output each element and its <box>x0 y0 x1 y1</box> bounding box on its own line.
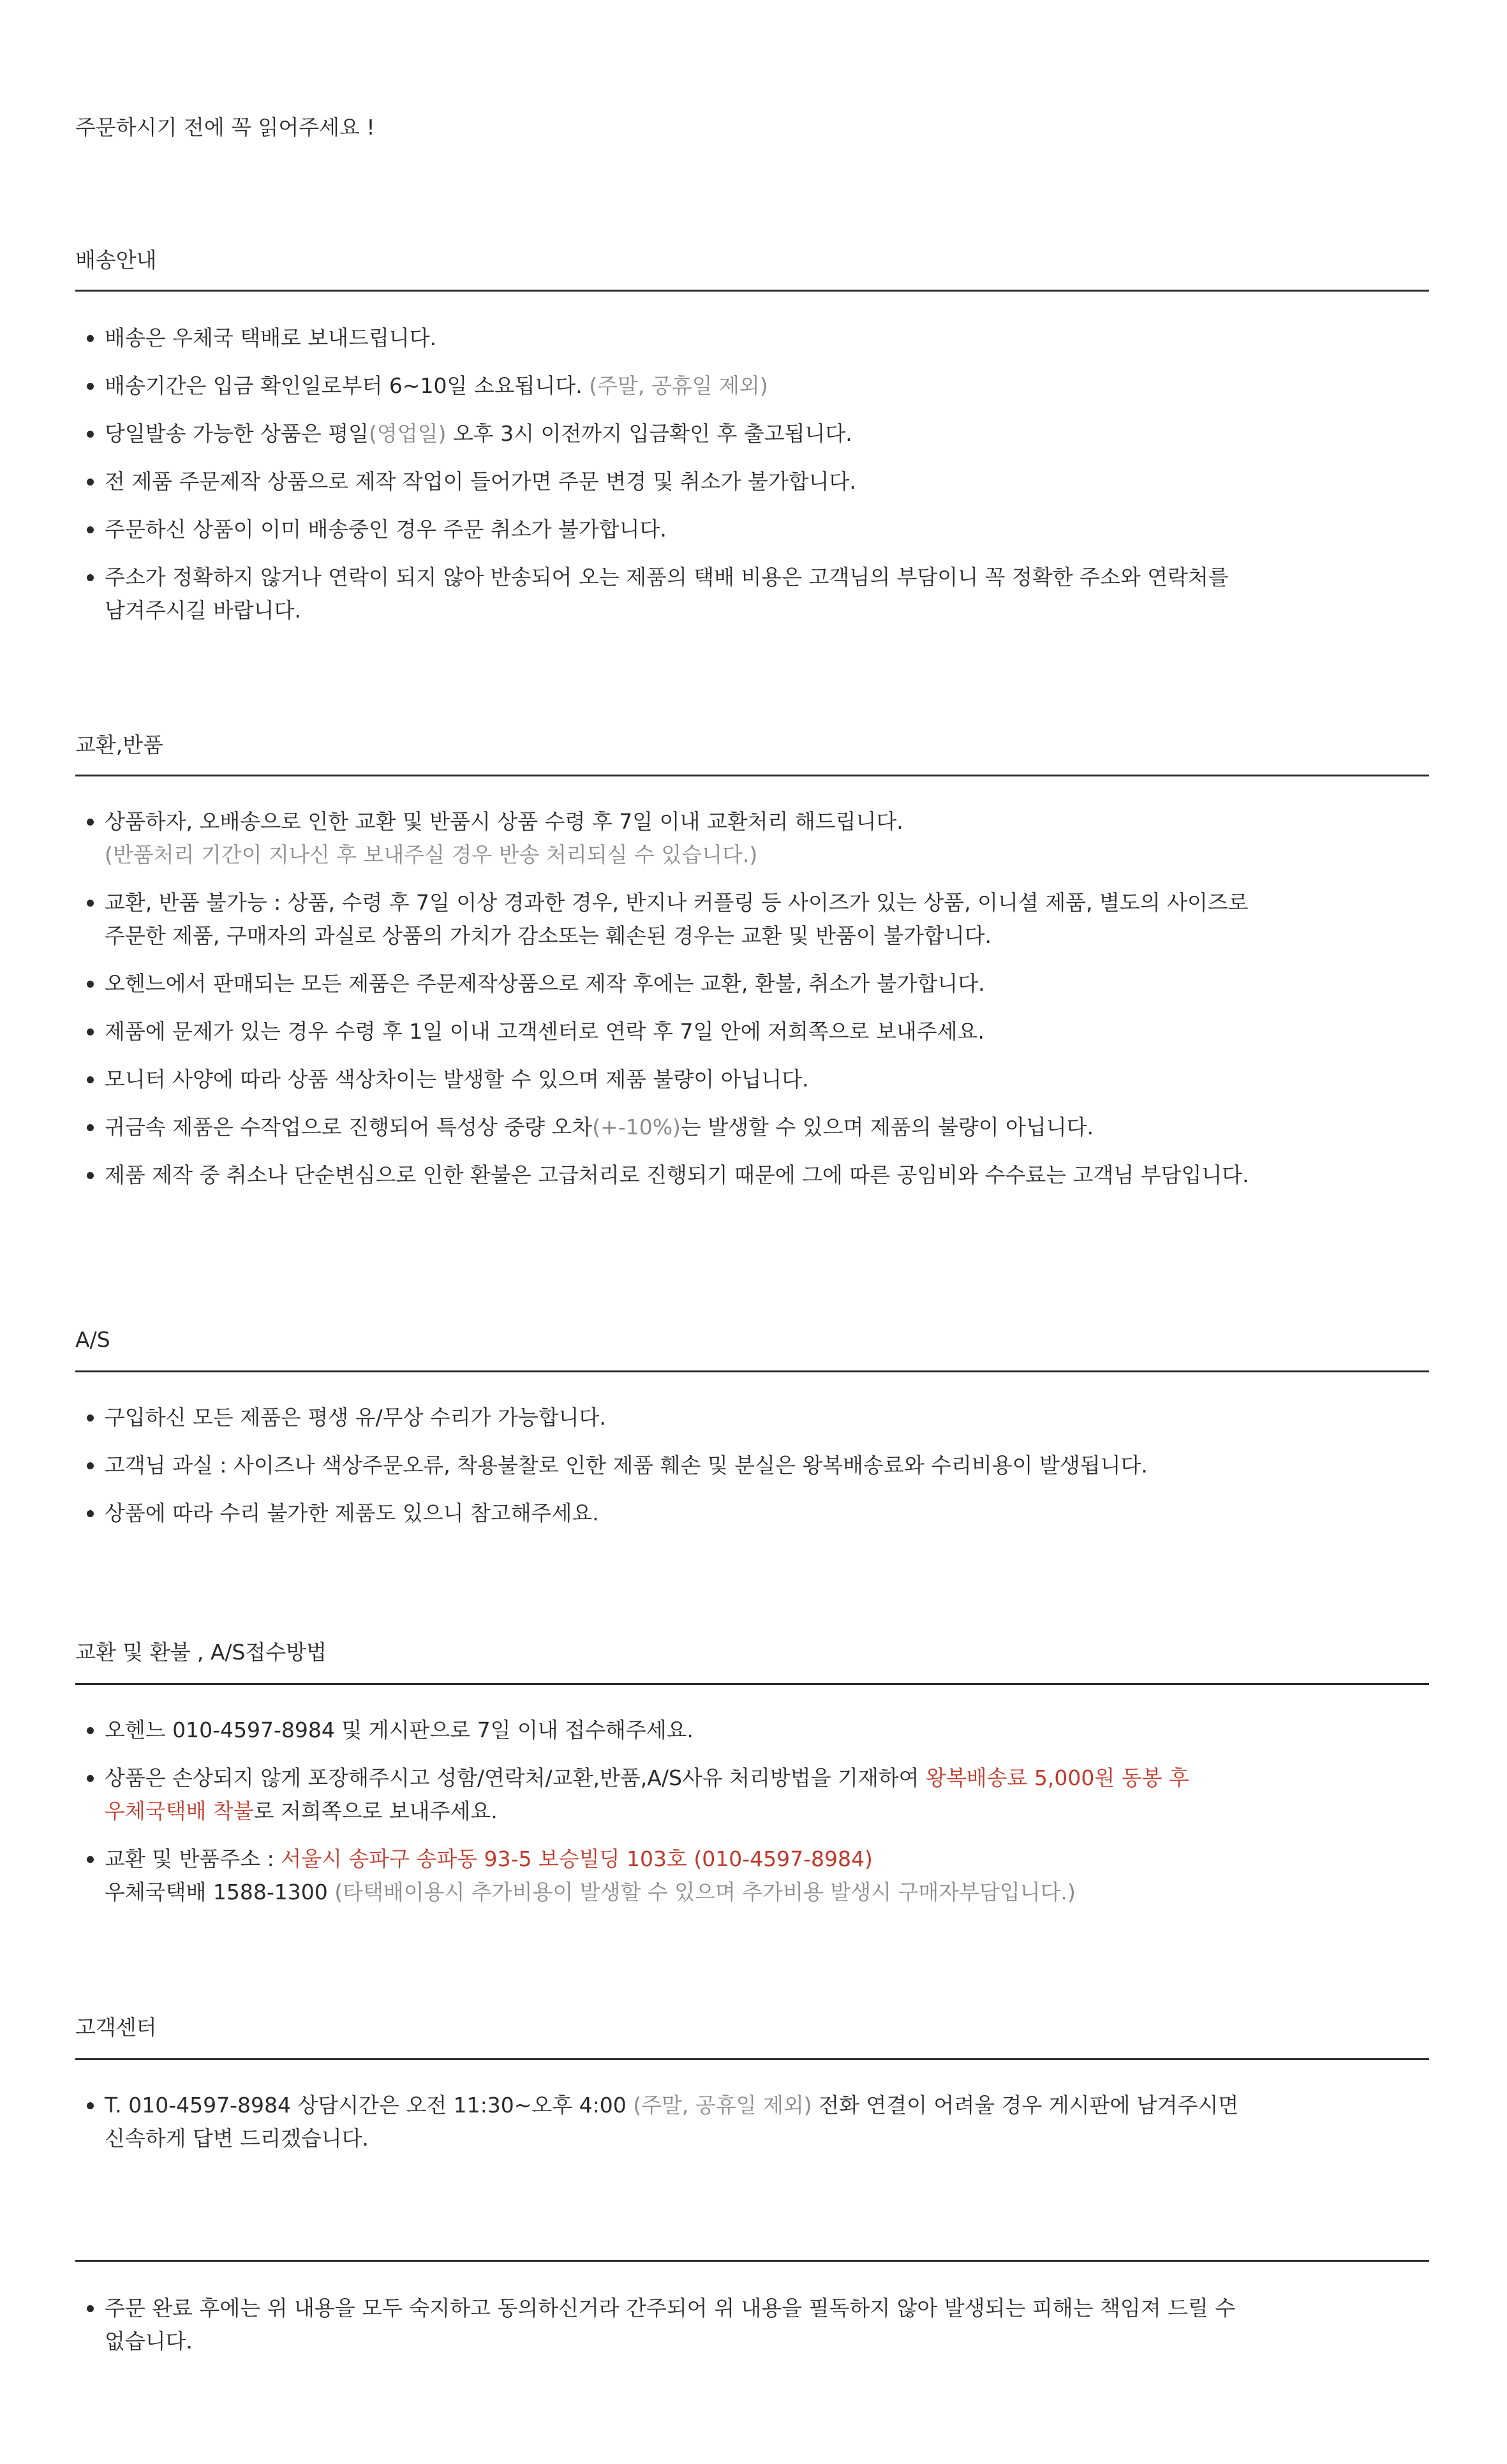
list-item: 상품은 손상되지 않게 포장해주시고 성함/연락처/교환,반품,A/S사유 처리방법을 기재하여 왕복배송료 5,000원 동봉 후 우체국택배 착불로 저희쪽으로 보내주세요. <box>75 1762 1429 1828</box>
list-item: 상품에 따라 수리 불가한 제품도 있으니 참고해주세요. <box>75 1497 1429 1530</box>
list-item: 고객님 과실 : 사이즈나 색상주문오류, 착용불찰로 인한 제품 훼손 및 분실은 왕복배송료와 수리비용이 발생됩니다. <box>75 1449 1429 1482</box>
list-item: 배송기간은 입금 확인일로부터 6~10일 소요됩니다. (주말, 공휴일 제외) <box>75 369 1429 403</box>
section-title: 고객센터 <box>75 2015 157 2040</box>
as-section <box>75 1325 1429 1525</box>
section-title: A/S <box>75 1327 110 1352</box>
section-divider <box>75 1683 1429 1685</box>
list-item: 주소가 정확하지 않거나 연락이 되지 않아 반송되어 오는 제품의 택배 비용은 고객님의 부담이니 꼭 정확한 주소와 연락처를 남겨주시길 바랍니다. <box>75 561 1429 627</box>
list-item: 상품하자, 오배송으로 인한 교환 및 반품시 상품 수령 후 7일 이내 교환처리 해드립니다. (반품처리 기간이 지나신 후 보내주실 경우 반송 처리되실 수 있습니다.) <box>75 805 1429 872</box>
list-item: 오헨느 010-4597-8984 및 게시판으로 7일 이내 접수해주세요. <box>75 1714 1429 1747</box>
exchange-section <box>75 730 1429 1187</box>
exchange-list <box>75 805 1429 1192</box>
final-notice-list <box>75 2292 1429 2358</box>
list-item: 교환, 반품 불가능 : 상품, 수령 후 7일 이상 경과한 경우, 반지나 커플링 등 사이즈가 있는 상품, 이니셜 제품, 별도의 사이즈로 주문한 제품, 구매자의 과실로 상품의 가치가 감소또는 훼손된 경우는 교환 및 반품이 불가합니다. <box>75 886 1429 953</box>
list-item: 모니터 사양에 따라 상품 색상차이는 발생할 수 있으며 제품 불량이 아닙니다. <box>75 1063 1429 1096</box>
reception-section <box>75 1637 1429 1904</box>
section-divider <box>75 775 1429 776</box>
list-item: 당일발송 가능한 상품은 평일(영업일) 오후 3시 이전까지 입금확인 후 출고됩니다. <box>75 417 1429 450</box>
section-divider <box>75 2260 1429 2262</box>
as-list <box>75 1401 1429 1530</box>
customer-center-section <box>75 2012 1429 2151</box>
list-item: 제품에 문제가 있는 경우 수령 후 1일 이내 고객센터로 연락 후 7일 안에 저희쪽으로 보내주세요. <box>75 1015 1429 1048</box>
shipping-list <box>75 322 1429 627</box>
reception-list <box>75 1714 1429 1909</box>
list-item: 교환 및 반품주소 : 서울시 송파구 송파동 93-5 보승빌딩 103호 (010-4597-8984) 우체국택배 1588-1300 (타택배이용시 추가비용이 발생할 수 있으며 추가비용 발생시 구매자부담입니다.) <box>75 1843 1429 1909</box>
section-title: 배송안내 <box>75 248 157 272</box>
section-divider <box>75 1370 1429 1372</box>
customer-center-list <box>75 2089 1429 2155</box>
intro-heading: 주문하시기 전에 꼭 읽어주세요 ! <box>75 115 375 140</box>
list-item: 주문하신 상품이 이미 배송중인 경우 주문 취소가 불가합니다. <box>75 513 1429 546</box>
list-item: 배송은 우체국 택배로 보내드립니다. <box>75 322 1429 355</box>
section-divider <box>75 2058 1429 2060</box>
list-item: 귀금속 제품은 수작업으로 진행되어 특성상 중량 오차(+-10%)는 발생할 수 있으며 제품의 불량이 아닙니다. <box>75 1111 1429 1144</box>
section-title: 교환 및 환불 , A/S접수방법 <box>75 1640 327 1665</box>
shipping-section <box>75 245 1429 623</box>
list-item: 구입하신 모든 제품은 평생 유/무상 수리가 가능합니다. <box>75 1401 1429 1434</box>
section-divider <box>75 290 1429 292</box>
list-item: 주문 완료 후에는 위 내용을 모두 숙지하고 동의하신거라 간주되어 위 내용을 필독하지 않아 발생되는 피해는 책임져 드릴 수 없습니다. <box>75 2292 1429 2358</box>
list-item: 오헨느에서 판매되는 모든 제품은 주문제작상품으로 제작 후에는 교환, 환불, 취소가 불가합니다. <box>75 967 1429 1000</box>
section-title: 교환,반품 <box>75 732 164 757</box>
list-item: 제품 제작 중 취소나 단순변심으로 인한 환불은 고급처리로 진행되기 때문에 그에 따른 공임비와 수수료는 고객님 부담입니다. <box>75 1159 1429 1192</box>
list-item: 전 제품 주문제작 상품으로 제작 작업이 들어가면 주문 변경 및 취소가 불가합니다. <box>75 465 1429 498</box>
list-item: T. 010-4597-8984 상담시간은 오전 11:30~오후 4:00 (주말, 공휴일 제외) 전화 연결이 어려울 경우 게시판에 남겨주시면 신속하게 답변 드리겠습니다. <box>75 2089 1429 2155</box>
